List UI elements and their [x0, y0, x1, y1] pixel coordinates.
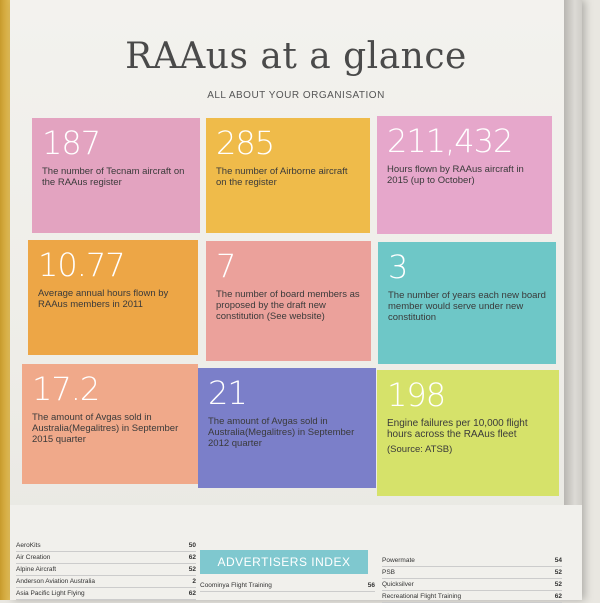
stat-description: The amount of Avgas sold in Australia(Megalitres) in September 2015 quarter	[32, 412, 179, 445]
stat-tile-avgas-2012	[198, 368, 376, 488]
stat-source: (Source: ATSB)	[387, 444, 453, 455]
stat-number: 21	[208, 374, 247, 412]
stat-number: 198	[387, 376, 446, 414]
advertiser-name: Air Creation	[16, 554, 51, 561]
stat-description: The number of Tecnam aircraft on the RAAus register	[42, 166, 185, 188]
advertiser-page: 62	[188, 554, 196, 561]
stat-description: The amount of Avgas sold in Australia(Megalitres) in September 2012 quarter	[208, 416, 355, 449]
list-item	[382, 567, 562, 579]
stat-description: Average annual hours flown by RAAus members in 2011	[38, 288, 169, 310]
list-item	[200, 580, 375, 592]
advertiser-name: Recreational Flight Training	[382, 593, 462, 600]
page-edge	[0, 0, 10, 600]
advertiser-page: 52	[188, 566, 196, 573]
list-item	[16, 588, 196, 600]
advertiser-name: Quicksilver	[382, 581, 414, 588]
stat-number: 10.77	[38, 246, 125, 284]
stat-tile-annual-hours	[28, 240, 198, 355]
stat-tile-board-members	[206, 241, 371, 361]
advertiser-name: PSB	[382, 569, 396, 576]
stat-tile-board-years	[378, 242, 556, 364]
list-item	[16, 576, 196, 588]
stat-tile-engine-failures	[377, 370, 559, 496]
list-item	[382, 555, 562, 567]
stat-tile-avgas-2015	[22, 364, 198, 484]
advertiser-page: 50	[188, 542, 196, 549]
advertiser-name: Anderson Aviation Australia	[16, 578, 96, 585]
stat-description: The number of years each new board member would serve under new constitution	[388, 290, 546, 323]
stat-number: 7	[216, 247, 236, 285]
list-item	[382, 579, 562, 591]
stat-tile-airborne	[206, 118, 370, 233]
advertisers-list-col1	[16, 540, 196, 600]
advertiser-name: Alpine Aircraft	[16, 566, 57, 573]
advertisers-list-col2	[200, 580, 375, 592]
stat-number: 187	[42, 124, 101, 162]
stat-tile-tecnam	[32, 118, 200, 233]
advertiser-page: 52	[554, 569, 562, 576]
stat-number: 211,432	[387, 122, 513, 160]
list-item	[16, 540, 196, 552]
advertiser-page: 54	[554, 557, 562, 564]
stat-description: The number of Airborne aircraft on the register	[216, 166, 348, 188]
stat-description: Hours flown by RAAus aircraft in 2015 (up to October)	[387, 164, 524, 186]
stat-number: 285	[216, 124, 275, 162]
list-item	[382, 591, 562, 603]
advertiser-name: Powermate	[382, 557, 415, 564]
advertisers-list-col3	[382, 555, 562, 603]
stat-description: Engine failures per 10,000 flight hours across the RAAus fleet	[387, 418, 528, 440]
list-item	[16, 552, 196, 564]
page-title: RAAus at a glance	[125, 36, 467, 77]
page-subtitle: ALL ABOUT YOUR ORGANISATION	[207, 90, 385, 101]
advertiser-page: 62	[554, 593, 562, 600]
list-item	[16, 564, 196, 576]
stat-tile-hours-flown	[377, 116, 552, 234]
advertiser-page: 52	[554, 581, 562, 588]
advertiser-page: 2	[192, 578, 196, 585]
advertiser-page: 56	[367, 582, 375, 589]
advertisers-index-heading: ADVERTISERS INDEX	[200, 550, 368, 574]
stat-description: The number of board members as proposed by the draft new constitution (See website)	[216, 289, 360, 322]
advertiser-name: Coominya Flight Training	[200, 582, 272, 589]
stat-number: 17.2	[32, 370, 100, 408]
stat-number: 3	[388, 248, 408, 286]
magazine-page	[10, 0, 582, 600]
advertiser-name: Asia Pacific Light Flying	[16, 590, 85, 597]
advertiser-page: 62	[188, 590, 196, 597]
advertiser-name: AeroKits	[16, 542, 41, 549]
